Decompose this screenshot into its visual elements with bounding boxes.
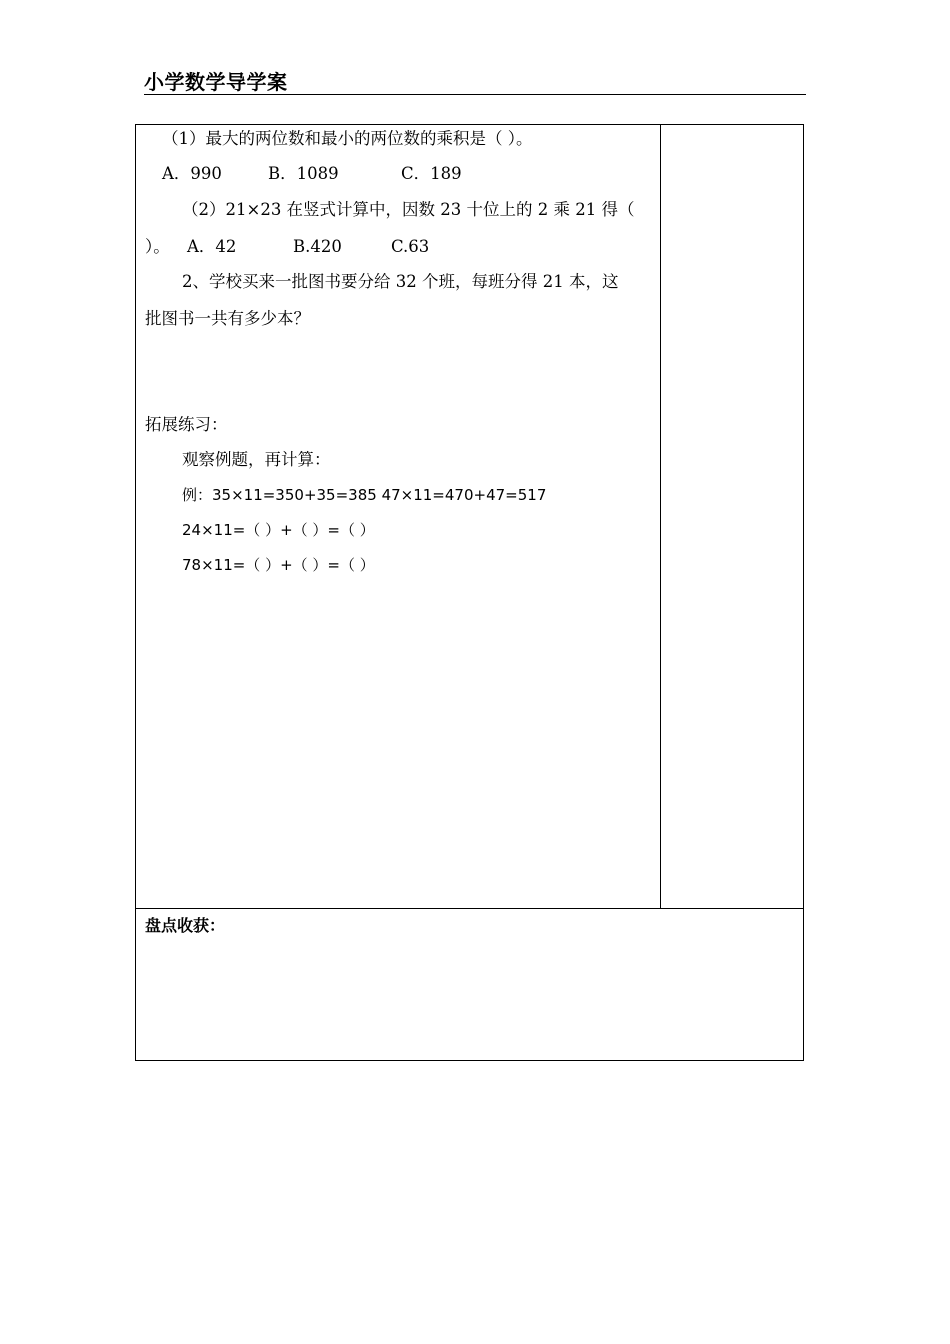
- extension-exercise-1: 24×11=（ ）+（ ）=（ ）: [182, 521, 375, 539]
- worksheet-table: [135, 124, 804, 1061]
- document-title: 小学数学导学案: [144, 70, 288, 94]
- summary-cell: [136, 908, 803, 1060]
- extension-title: 拓展练习：: [145, 415, 228, 434]
- content-cell: [136, 125, 661, 908]
- question-2-tail: ）。: [145, 237, 170, 256]
- extension-instruction: 观察例题，再计算：: [182, 450, 331, 469]
- question-1-stem: （1）最大的两位数和最小的两位数的乘积是（ ）。: [162, 129, 533, 148]
- extension-exercise-2: 78×11=（ ）+（ ）=（ ）: [182, 556, 375, 574]
- question-1-option-a: A．990: [162, 164, 222, 183]
- question-2-option-a: A．42: [187, 237, 237, 256]
- document-header: [144, 64, 806, 95]
- question-1-options: [162, 164, 462, 184]
- question-1-option-c: C．189: [401, 164, 462, 183]
- summary-label: 盘点收获：: [145, 916, 226, 935]
- question-2-options: [145, 237, 430, 257]
- question-2-stem: （2）21×23 在竖式计算中，因数 23 十位上的 2 乘 21 得（: [182, 200, 635, 219]
- notes-cell: [661, 125, 803, 908]
- extension-example: 例：35×11=350+35=385 47×11=470+47=517: [182, 486, 547, 504]
- question-1-option-b: B．1089: [268, 164, 339, 183]
- question-2-option-b: B.420: [293, 237, 342, 256]
- question-2-option-c: C.63: [391, 237, 430, 256]
- problem-2-line-1: 2、学校买来一批图书要分给 32 个班，每班分得 21 本，这: [182, 272, 619, 291]
- problem-2-line-2: 批图书一共有多少本？: [145, 309, 310, 328]
